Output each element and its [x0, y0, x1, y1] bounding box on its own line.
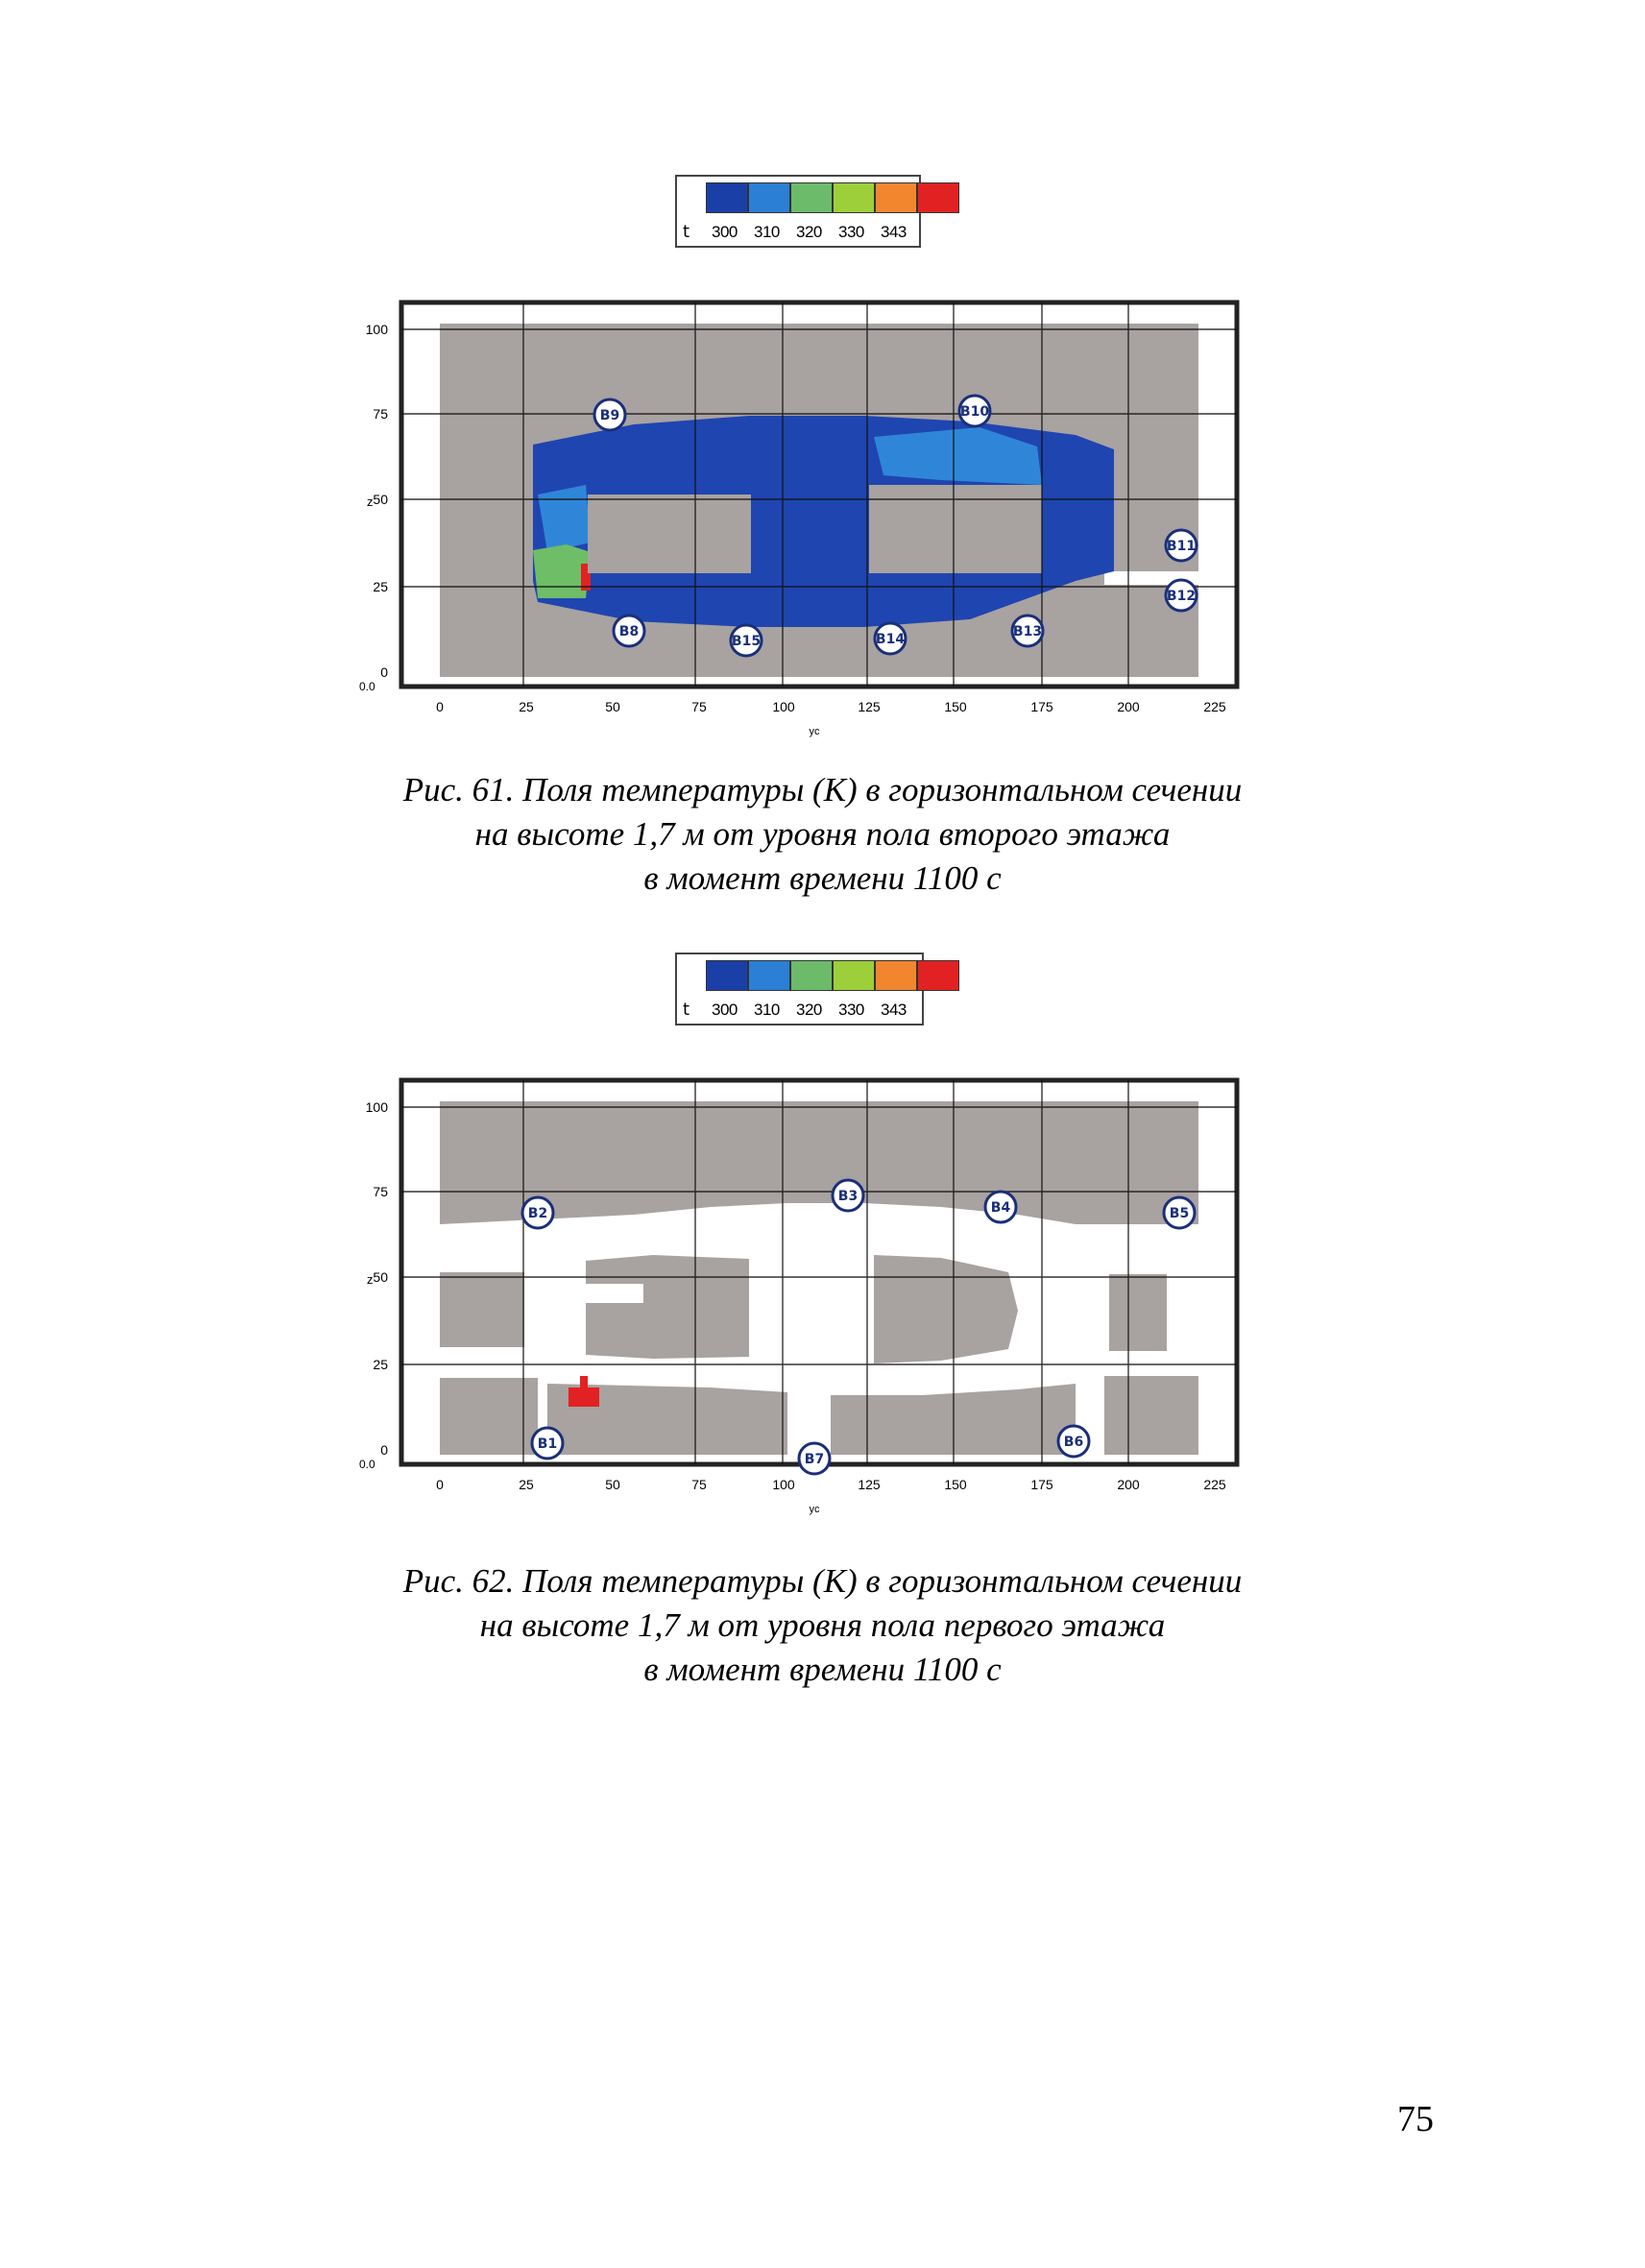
x-tick-label: 225 — [1203, 699, 1226, 714]
sensor-marker — [532, 1428, 563, 1459]
sensor-marker-label: B7 — [804, 1452, 825, 1467]
sensor-marker — [1012, 615, 1043, 646]
x-axis-label: yc — [809, 1504, 820, 1515]
caption-line: Рис. 62. Поля температуры (К) в горизонтальном сечении — [402, 1562, 1243, 1600]
sensor-marker — [614, 615, 644, 646]
sensor-marker-label: B3 — [837, 1189, 859, 1204]
legend-tick: 330 — [838, 1001, 864, 1019]
x-tick-label: 225 — [1203, 1477, 1226, 1492]
x-tick-label: 150 — [944, 1477, 967, 1492]
legend-tick: 300 — [712, 223, 738, 241]
x-tick-label: 125 — [858, 1477, 881, 1492]
x-tick-label: 50 — [605, 1477, 620, 1492]
legend-swatch — [875, 182, 917, 213]
sensor-marker — [1164, 1197, 1195, 1228]
x-tick-label: 75 — [691, 699, 707, 714]
sensor-marker — [833, 1180, 863, 1211]
legend-swatches — [706, 182, 959, 213]
sensor-marker-label: B14 — [875, 632, 906, 647]
color-legend-fig62 — [675, 953, 924, 1025]
x-tick-label: 100 — [772, 699, 795, 714]
sensor-marker — [959, 396, 990, 426]
x-tick-label: 175 — [1030, 699, 1053, 714]
x-tick-label: 75 — [691, 1477, 707, 1492]
caption-line: на высоте 1,7 м от уровня пола первого этажа — [479, 1606, 1166, 1644]
legend-swatch — [790, 182, 833, 213]
legend-symbol: t — [683, 222, 690, 242]
sensor-marker-label: B9 — [599, 408, 620, 423]
x-tick-label: 125 — [858, 699, 881, 714]
legend-swatch — [917, 182, 959, 213]
legend-symbol: t — [683, 1000, 690, 1020]
sensor-marker-label: B1 — [537, 1436, 558, 1452]
sensor-marker-label: B12 — [1166, 589, 1197, 604]
legend-tick: 310 — [754, 1001, 780, 1019]
legend-tick: 320 — [796, 223, 822, 241]
sensor-marker-label: B10 — [959, 404, 990, 420]
legend-tick: 330 — [838, 223, 864, 241]
caption-line: в момент времени 1100 с — [643, 1651, 1002, 1688]
legend-swatch — [790, 960, 833, 991]
legend-swatch — [748, 182, 790, 213]
x-tick-label: 0 — [436, 1477, 444, 1492]
x-tick-label: 25 — [519, 699, 534, 714]
page-number: 75 — [1397, 2099, 1434, 2139]
figure-caption-62 — [0, 1559, 1645, 1692]
legend-tick: 310 — [754, 223, 780, 241]
sensor-marker — [522, 1197, 553, 1228]
sensor-marker-label: B13 — [1012, 624, 1043, 639]
legend-tick: 343 — [881, 1001, 907, 1019]
origin-label: 0.0 — [359, 680, 375, 693]
sensor-marker — [1166, 530, 1197, 561]
sensor-marker — [985, 1192, 1016, 1222]
color-legend-fig61 — [675, 175, 921, 248]
y-tick-label: 0 — [380, 664, 388, 680]
x-tick-label: 175 — [1030, 1477, 1053, 1492]
figure-caption-61 — [0, 768, 1645, 901]
x-tick-label: 0 — [436, 699, 444, 714]
y-tick-label: 75 — [373, 1184, 388, 1199]
caption-line: на высоте 1,7 м от уровня пола второго этажа — [474, 815, 1171, 853]
legend-swatch — [917, 960, 959, 991]
caption-line: Рис. 61. Поля температуры (К) в горизонтальном сечении — [402, 771, 1243, 808]
sensor-marker-label: B11 — [1166, 539, 1197, 554]
legend-swatches — [706, 960, 959, 991]
legend-swatch — [875, 960, 917, 991]
legend-tick: 343 — [881, 223, 907, 241]
legend-tick: 320 — [796, 1001, 822, 1019]
x-tick-label: 150 — [944, 699, 967, 714]
y-tick-label: 25 — [373, 579, 388, 594]
sensor-marker — [799, 1443, 830, 1474]
caption-line: в момент времени 1100 с — [643, 859, 1002, 897]
x-tick-label: 50 — [605, 699, 620, 714]
x-tick-label: 100 — [772, 1477, 795, 1492]
x-tick-label: 200 — [1117, 1477, 1140, 1492]
sensor-marker-label: B6 — [1063, 1435, 1084, 1450]
temperature-field-plot-fig62 — [346, 1071, 1268, 1532]
sensor-marker-label: B2 — [527, 1206, 548, 1221]
sensor-marker-label: B5 — [1169, 1206, 1190, 1221]
y-tick-label: 25 — [373, 1357, 388, 1372]
legend-swatch — [706, 182, 748, 213]
sensor-marker-label: B4 — [990, 1200, 1011, 1216]
sensor-marker-label: B15 — [731, 634, 762, 649]
y-tick-label: 100 — [365, 322, 388, 337]
y-tick-label: 0 — [380, 1442, 388, 1458]
sensor-marker — [1166, 580, 1197, 611]
origin-label: 0.0 — [359, 1458, 375, 1471]
y-axis-label: z — [367, 1272, 374, 1287]
y-tick-label: 75 — [373, 406, 388, 422]
x-tick-label: 25 — [519, 1477, 534, 1492]
y-axis-label: z — [367, 495, 374, 509]
legend-swatch — [748, 960, 790, 991]
y-tick-label: 50 — [373, 1269, 388, 1285]
x-axis-label: yc — [809, 726, 820, 737]
sensor-marker-label: B8 — [618, 624, 640, 639]
sensor-marker — [731, 625, 762, 656]
legend-swatch — [833, 182, 875, 213]
y-tick-label: 50 — [373, 492, 388, 507]
sensor-marker — [875, 623, 906, 654]
y-tick-label: 100 — [365, 1099, 388, 1115]
sensor-marker — [594, 399, 625, 430]
legend-swatch — [833, 960, 875, 991]
legend-swatch — [706, 960, 748, 991]
x-tick-label: 200 — [1117, 699, 1140, 714]
legend-tick: 300 — [712, 1001, 738, 1019]
temperature-field-plot-fig61 — [346, 293, 1268, 754]
sensor-marker — [1058, 1426, 1089, 1457]
